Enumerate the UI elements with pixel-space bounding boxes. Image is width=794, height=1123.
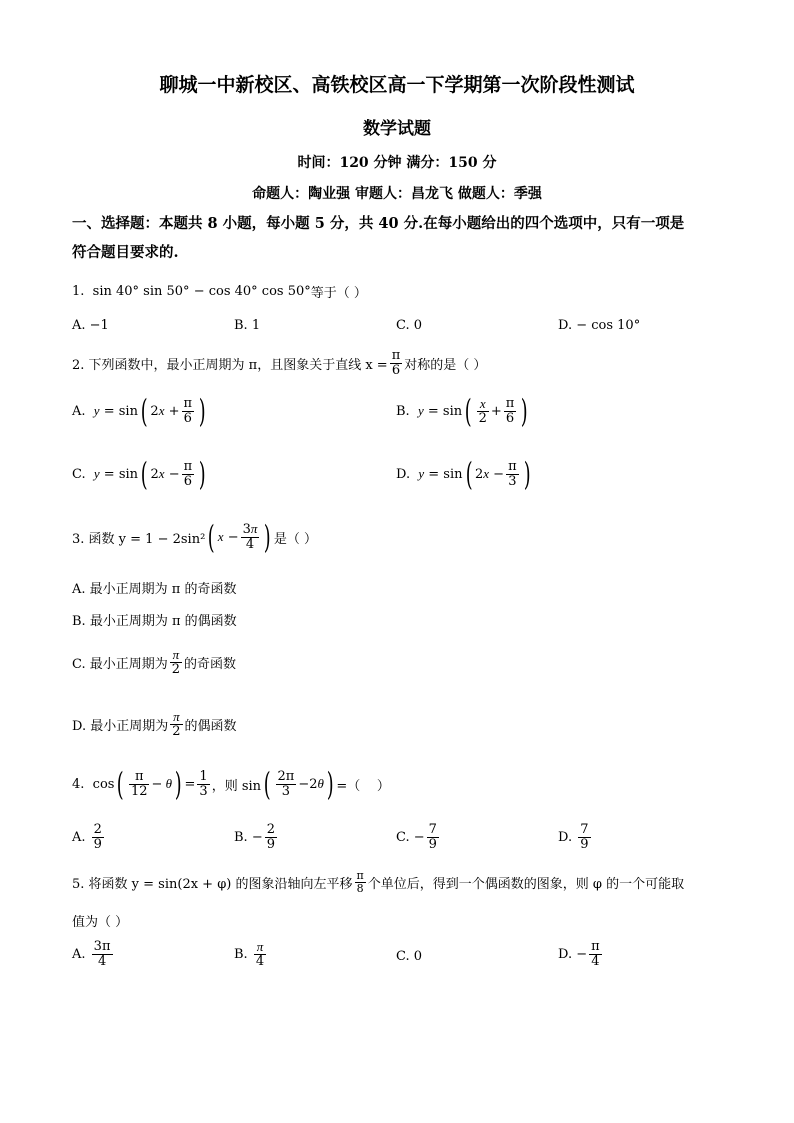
q4-b-num: 2 (266, 822, 275, 837)
q4-option-a[interactable] (72, 823, 106, 851)
q4-option-d[interactable] (558, 823, 593, 851)
subject-title: 数学试题 (363, 119, 431, 139)
q3-c-tail: 的奇函数 (184, 656, 237, 672)
q3-d-tail: 的偶函数 (184, 718, 237, 734)
section-heading-cont: 符合题目要求的. (72, 244, 179, 261)
q5-a-label: A. (72, 946, 86, 962)
q4-c-label: C. − (396, 829, 425, 845)
q1-tail: 等于（ ） (310, 286, 367, 301)
q5-option-c[interactable]: C. 0 (396, 949, 423, 964)
q4-option-b[interactable] (234, 823, 279, 851)
q4-c-den: 9 (428, 836, 437, 852)
q3-d-label: D. 最小正周期为 (72, 718, 169, 734)
q1-option-d[interactable]: D. − cos 10° (558, 318, 641, 333)
q5-option-a[interactable]: A. $\frac{3\pi}{4}$ (72, 939, 111, 969)
question-1 (72, 282, 367, 301)
q5-b-label: B. (234, 946, 248, 962)
exam-people: 命题人：陶业强 审题人：昌龙飞 做题人：季强 (252, 186, 542, 202)
q3-c-label: C. 最小正周期为 (72, 656, 168, 672)
q4-d-label: D. (558, 829, 573, 845)
q1-expression: sin 40° sin 50° − cos 40° cos 50° (92, 284, 311, 299)
q5-stem-a: 5. 将函数 y = sin(2x + φ) 的图象沿轴向左平移 (72, 876, 353, 892)
q4-b-label: B. − (234, 829, 263, 845)
question-5: 5. 将函数 y = sin(2x + φ) 的图象沿轴向左平移 $\frac{\pi}{8}$ 个单位后，得到一个偶函数的图象，则 φ 的一个可能取 (72, 869, 685, 895)
q5-option-b[interactable]: B. $\frac{\pi}{4}$ (234, 939, 265, 969)
q3-option-a[interactable]: A. 最小正周期为 π 的奇函数 (72, 582, 237, 597)
question-2 (72, 349, 486, 377)
q2-stem-b: 对称的是（ ） (404, 357, 487, 373)
q5-d-label: D. − (558, 946, 588, 962)
q2-option-a[interactable]: A. y = sin ( 2 x + $\frac{\pi}{6}$ ) (72, 392, 206, 430)
q5-option-d[interactable]: D. − $\frac{\pi}{4}$ (558, 939, 600, 969)
q1-option-c[interactable]: C. 0 (396, 318, 423, 333)
section-heading: 一、选择题：本题共 8 小题，每小题 5 分，共 40 分.在每小题给出的四个选项中，只有一项是 (72, 215, 685, 232)
q4-c-num: 7 (428, 822, 437, 837)
q1-number: 1. (72, 284, 85, 299)
q4-number: 4. (72, 776, 85, 792)
q3-option-b[interactable]: B. 最小正周期为 π 的偶函数 (72, 614, 237, 629)
q5-stem-c: 值为（ ） (72, 915, 129, 930)
q2-fraction (390, 349, 403, 377)
q4-b-den: 9 (266, 836, 275, 852)
q4-d-num: 7 (580, 822, 589, 837)
q3-option-d[interactable]: D. 最小正周期为 $\frac{\pi}{2}$ 的偶函数 (72, 709, 237, 739)
q2-stem-a: 2. 下列函数中，最小正周期为 π，且图象关于直线 x = (72, 357, 388, 373)
q4-a-num: 2 (93, 822, 102, 837)
frac-den: 6 (391, 362, 401, 378)
question-3: 3. 函数 y = 1 − 2sin² ( x − $\frac{3\pi}{4}$ ) 是（ ） (72, 518, 318, 556)
frac-num: π (391, 348, 401, 363)
q2-option-b[interactable]: B. y = sin ( $\frac{x}{2}$ + $\frac{\pi}{6}$ ) (396, 392, 528, 430)
q5-stem-b: 个单位后，得到一个偶函数的图象，则 φ 的一个可能取 (367, 876, 685, 892)
q3-stem-a: 3. 函数 y = 1 − 2sin² (72, 531, 206, 547)
q1-option-b[interactable]: B. 1 (234, 318, 261, 333)
q4-option-c[interactable] (396, 823, 441, 851)
q4-a-den: 9 (93, 836, 102, 852)
q1-option-a[interactable]: A. −1 (72, 318, 109, 333)
q4-a-label: A. (72, 829, 86, 845)
q2-option-d[interactable]: D. y = sin ( 2 x − $\frac{\pi}{3}$ ) (396, 455, 531, 493)
page-title: 聊城一中新校区、高铁校区高一下学期第一次阶段性测试 (159, 74, 635, 96)
q2-option-c[interactable]: C. y = sin ( 2 x − $\frac{\pi}{6}$ ) (72, 455, 206, 493)
q3-option-c[interactable]: C. 最小正周期为 $\frac{\pi}{2}$ 的奇函数 (72, 647, 237, 677)
question-4: 4. cos ( $\frac{\pi}{12}$ − θ ) = $\frac{1}{3}$ ，则 sin ( $\frac{2\pi}{3}$ −2 θ ) =（ ） (72, 765, 390, 803)
q4-d-den: 9 (580, 836, 589, 852)
q3-stem-b: 是（ ） (273, 531, 318, 547)
time-score: 时间：120 分钟 满分：150 分 (297, 155, 497, 171)
